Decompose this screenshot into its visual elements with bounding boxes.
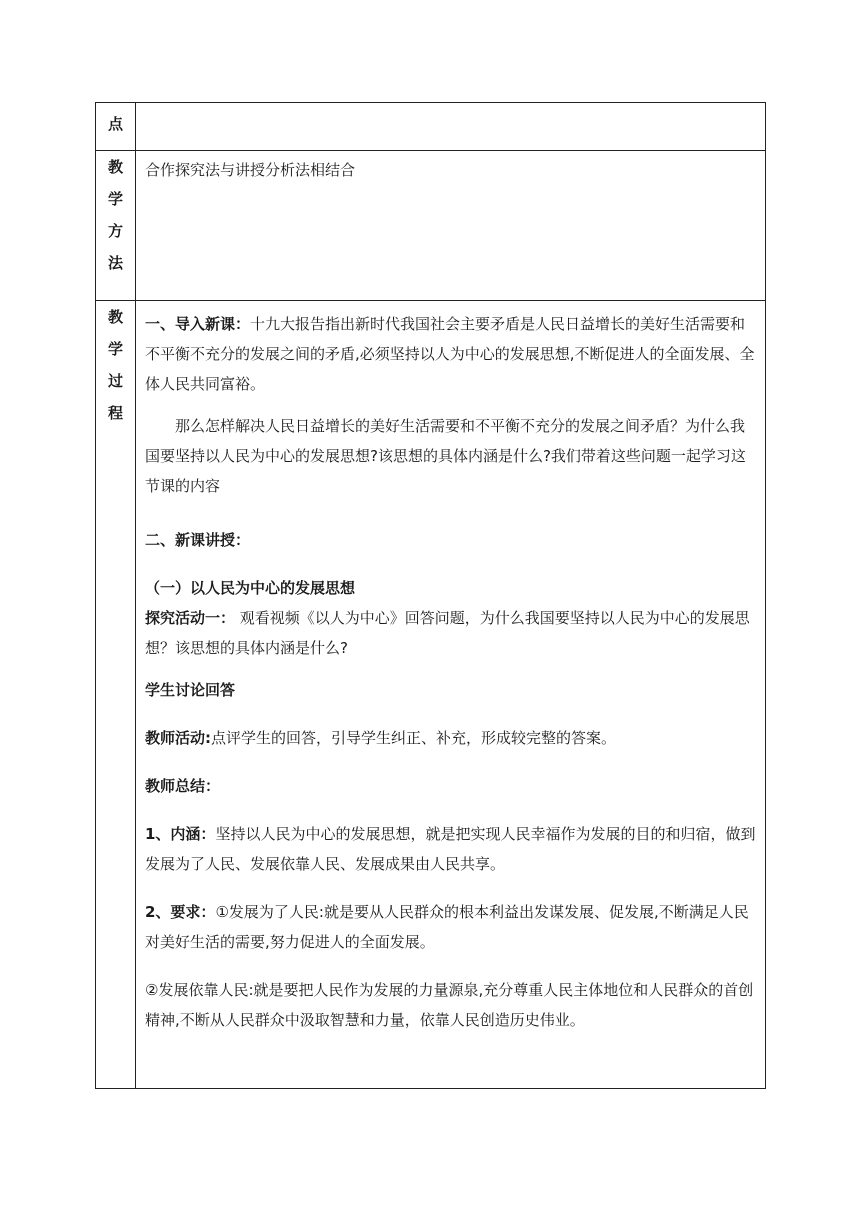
process-content	[145, 301, 757, 1035]
intro-text: 十九大报告指出新时代我国社会主要矛盾是人民日益增长的美好生活需要和不平衡不充分的发展之间的矛盾,必须坚持以人为中心的发展思想,不断促进人的全面发展、全体人民共同富裕。	[145, 315, 755, 393]
point-two-b-paragraph: ②发展依靠人民:就是要把人民作为发展的力量源泉,充分尊重人民主体地位和人民群众的首创精神,不断从人民群众中汲取智慧和力量，依靠人民创造历史伟业。	[145, 981, 754, 1029]
point-one-label: 1、内涵：	[145, 825, 216, 843]
method-label-cell	[96, 151, 136, 301]
method-label-char: 方	[107, 222, 123, 240]
teacher-activity-label: 教师活动:	[145, 729, 211, 747]
teacher-activity-paragraph	[145, 723, 757, 753]
method-content-cell	[136, 151, 766, 301]
point-two-paragraph	[145, 897, 757, 957]
method-label-char: 教	[107, 158, 123, 176]
section-one-heading: （一）以人民为中心的发展思想	[145, 579, 356, 597]
intro-heading: 一、导入新课：	[145, 315, 251, 333]
activity-paragraph	[145, 603, 757, 663]
method-text: 合作探究法与讲授分析法相结合	[145, 161, 356, 179]
point-two-text: ①发展为了人民:就是要从人民群众的根本利益出发谋发展、促发展,不断满足人民对美好生活的需要,努力促进人的全面发展。	[145, 903, 749, 951]
activity-text: 观看视频《以人为中心》回答问题，为什么我国要坚持以人民为中心的发展思想？该思想的具体内涵是什么?	[145, 609, 750, 657]
point-one-paragraph	[145, 819, 757, 879]
method-label-char: 法	[107, 254, 123, 272]
point-two-label: 2、要求：	[145, 903, 216, 921]
process-label-char: 程	[107, 404, 123, 422]
new-lesson-heading: 二、新课讲授：	[145, 531, 251, 549]
teacher-activity-text: 点评学生的回答，引导学生纠正、补充，形成较完整的答案。	[211, 729, 617, 747]
process-label-char: 教	[107, 308, 123, 326]
process-content-cell	[136, 301, 766, 1089]
method-row	[96, 151, 766, 301]
intro-follow-up: 那么怎样解决人民日益增长的美好生活需要和不平衡不充分的发展之间矛盾？为什么我国要坚持以人民为中心的发展思想?该思想的具体内涵是什么?我们带着这些问题一起学习这节课的内容	[145, 417, 746, 495]
point-one-text: 坚持以人民为中心的发展思想，就是把实现人民幸福作为发展的目的和归宿，做到发展为了人民、发展依靠人民、发展成果由人民共享。	[145, 825, 756, 873]
process-row	[96, 301, 766, 1089]
teacher-summary: 教师总结：	[145, 777, 221, 795]
activity-label: 探究活动一：	[145, 609, 236, 627]
student-discussion: 学生讨论回答	[145, 681, 236, 699]
point-row	[96, 103, 766, 151]
method-label-char: 学	[107, 190, 123, 208]
lesson-plan-table	[95, 102, 766, 1089]
process-label-cell	[96, 301, 136, 1089]
point-label-cell	[96, 103, 136, 151]
point-content-cell	[136, 103, 766, 151]
intro-paragraph	[145, 309, 757, 399]
point-label: 点	[107, 115, 123, 133]
process-label-char: 过	[107, 372, 123, 390]
process-label-char: 学	[107, 340, 123, 358]
